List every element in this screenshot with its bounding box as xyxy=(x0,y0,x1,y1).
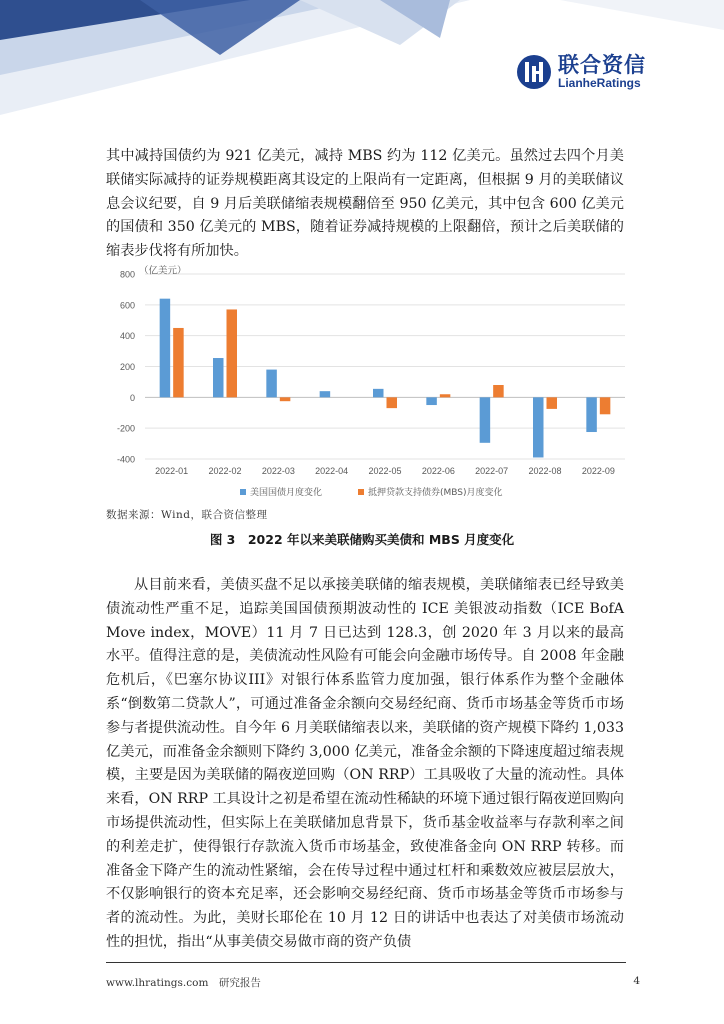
bar-mbs xyxy=(227,309,238,397)
bar-treasury xyxy=(373,389,384,397)
paragraph-2: 从目前来看，美债买盘不足以承接美联储的缩表规模，美联储缩表已经导致美债流动性严重不足，追踪美国国债预期波动性的 ICE 美银波动指数（ICE BofA Move index，MOVE）11 月 7 日已达到 128.3，创 2020 年 3 月以来的最高水平。值得注意的是，美债流动性风险有可能会向金融市场传导。自 2008 年金融危机后，《巴塞尔协议III》对银行体系监管力度加强，银行体系作为整个金融体系“倒数第二贷款人”，可通过准备金余额向交易经纪商、货币市场基金等货币市场参与者提供流动性。自今年 6 月美联储缩表以来，美联储的资产规模下降约 1,033 亿美元，而准备金余额则下降约 3,000 亿美元，准备金余额的下降速度超过缩表规模，主要是因为美联储的隔夜逆回购（ON RRP）工具吸收了大量的流动性。具体来看，ON RRP 工具设计之初是希望在流动性稀缺的环境下通过银行隔夜逆回购向市场提供流动性，但实际上在美联储加息背景下，货币基金收益率与存款利率之间的利差走扩，使得银行存款流入货币市场基金，致使准备金向 ON RRP 转移。而准备金下降产生的流动性紧缩，会在传导过程中通过杠杆和乘数效应被层层放大，不仅影响银行的资本充足率，还会影响交易经纪商、货币市场基金等货币市场参与者的流动性。为此，美财长耶伦在 10 月 12 日的讲话中也表达了对美债市场流动性的担忧，指出“从事美债交易做市商的资产负债 xyxy=(106,577,624,950)
x-tick-label: 2022-04 xyxy=(315,466,349,476)
footer-divider xyxy=(106,962,626,963)
bar-treasury xyxy=(533,397,544,457)
y-tick-label: 200 xyxy=(119,362,135,372)
brand-logo xyxy=(516,54,646,90)
logo-chinese-name: 联合资信 xyxy=(558,53,646,77)
logo-english-name: LianheRatings xyxy=(558,76,641,90)
footer-website: www.lhratings.com 研究报告 xyxy=(106,977,261,989)
x-tick-label: 2022-03 xyxy=(261,466,295,476)
bar-mbs xyxy=(173,328,184,397)
x-tick-label: 2022-01 xyxy=(155,466,189,476)
bar-mbs xyxy=(440,394,451,397)
y-tick-label: -400 xyxy=(116,454,135,465)
bar-chart xyxy=(110,262,630,510)
x-tick-label: 2022-05 xyxy=(368,466,402,476)
legend-swatch xyxy=(240,489,246,495)
x-tick-label: 2022-07 xyxy=(475,466,509,476)
page-number: 4 xyxy=(633,975,640,987)
bar-mbs xyxy=(280,397,291,401)
y-axis-unit-label: （亿美元） xyxy=(139,265,187,277)
legend-label: 美国国债月度变化 xyxy=(250,488,323,498)
paragraph-1: 其中减持国债约为 921 亿美元，减持 MBS 约为 112 亿美元。虽然过去四个月美联储实际减持的证券规模距离其设定的上限尚有一定距离，但根据 9 月的美联储议息会议纪要，自 9 月后美联储缩表规模翻倍至 950 亿美元，其中包含 600 亿美元的国债和 350 亿美元的 MBS，随着证券减持规模的上限翻倍，预计之后美联储的缩表步伐将有所加快。 xyxy=(106,148,624,260)
y-tick-label: 0 xyxy=(129,392,135,403)
x-tick-label: 2022-09 xyxy=(581,466,615,476)
bar-mbs xyxy=(600,397,611,414)
legend-label: 抵押贷款支持债券(MBS)月度变化 xyxy=(368,488,503,498)
x-tick-label: 2022-02 xyxy=(208,466,242,476)
x-tick-label: 2022-06 xyxy=(421,466,455,476)
x-tick-label: 2022-08 xyxy=(528,466,562,476)
bar-treasury xyxy=(320,391,331,397)
lianhe-logo-icon xyxy=(516,54,552,90)
bar-treasury xyxy=(480,397,491,442)
bar-mbs xyxy=(493,385,504,397)
legend-swatch xyxy=(358,489,364,495)
bar-treasury xyxy=(426,397,437,405)
y-tick-label: -200 xyxy=(116,423,135,434)
bar-treasury xyxy=(266,370,277,398)
y-tick-label: 400 xyxy=(119,331,135,342)
figure-caption: 图 3 2022 年以来美联储购买美债和 MBS 月度变化 xyxy=(209,532,515,547)
bar-treasury xyxy=(160,299,171,398)
bar-treasury xyxy=(213,358,224,397)
data-source-note: 数据来源：Wind，联合资信整理 xyxy=(106,509,268,521)
y-tick-label: 800 xyxy=(119,269,135,280)
y-tick-label: 600 xyxy=(119,300,135,311)
bar-treasury xyxy=(586,397,597,432)
bar-mbs xyxy=(387,397,398,408)
bar-mbs xyxy=(547,397,558,409)
